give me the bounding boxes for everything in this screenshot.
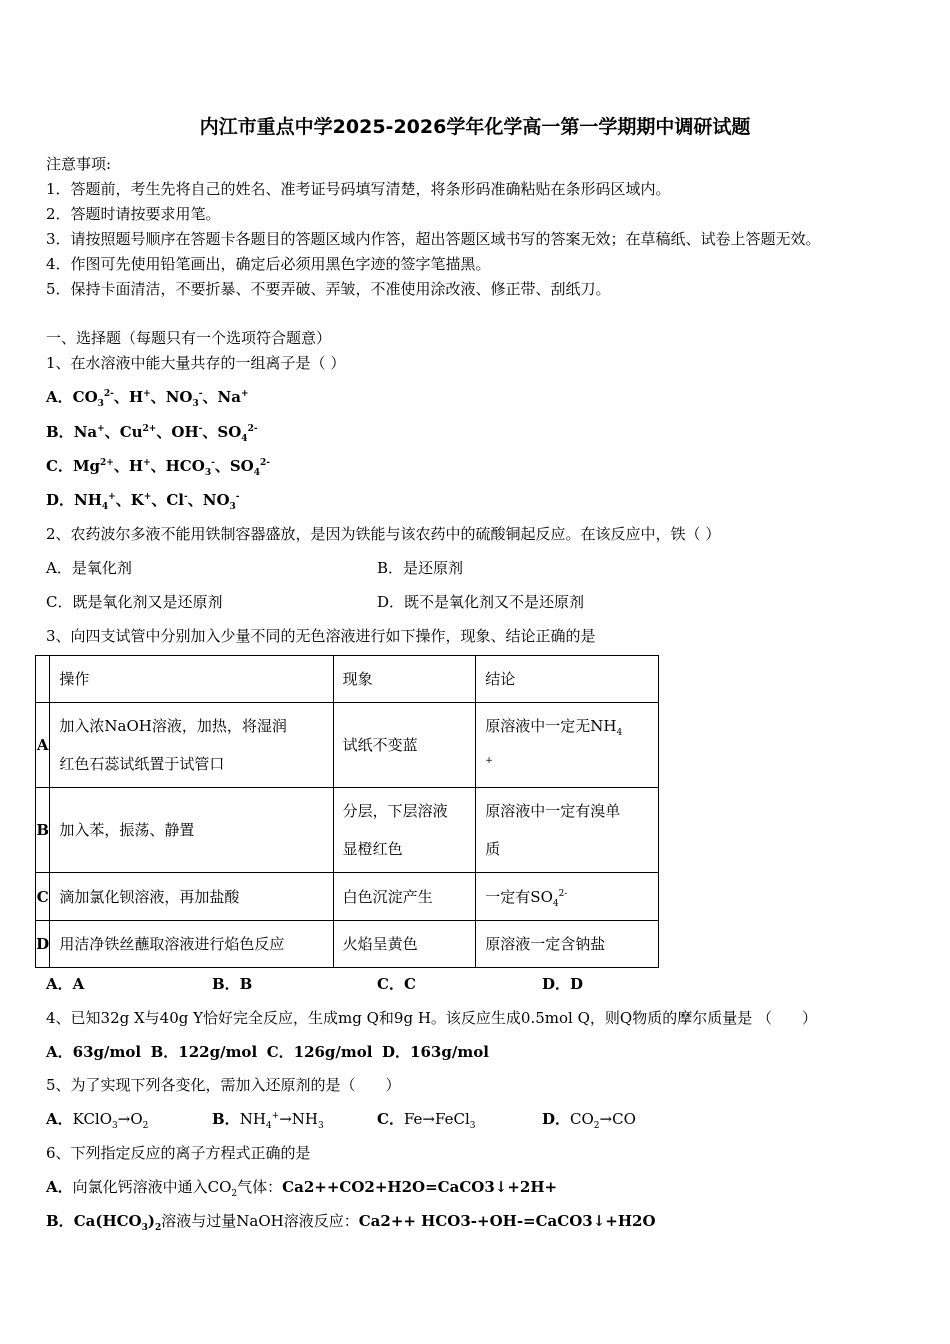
table-cell: 用洁净铁丝蘸取溶液进行焰色反应: [50, 921, 333, 968]
q2-option-d: D．既不是氧化剂又不是还原剂: [377, 593, 585, 611]
table-cell: 试纸不变蓝: [333, 703, 476, 788]
q4-option-b: B．122g/mol: [150, 1043, 258, 1061]
q5-option-c: C．Fe→FeCl$_3$: [377, 1110, 476, 1131]
q1-option-b: B．Na+、$Cu^{2+}$、OH-、$SO_4^{2-}$: [46, 423, 258, 444]
table-cell: 火焰呈黄色: [333, 921, 476, 968]
table-header-row: [36, 656, 659, 703]
table-row: [36, 873, 659, 921]
q2-option-c: C．既是氧化剂又是还原剂: [46, 593, 223, 611]
table-row: [36, 703, 659, 788]
notice-item: 2．答题时请按要求用笔。: [46, 205, 221, 223]
q4-option-c: C．126g/mol: [266, 1043, 373, 1061]
q4-options: [46, 1041, 489, 1062]
q1-stem: 1、在水溶液中能大量共存的一组离子是（ ）: [46, 354, 346, 372]
q5-option-b: B．$NH_4^+\to NH_3$: [212, 1110, 324, 1131]
notice-item: 1．答题前，考生先将自己的姓名、准考证号码填写清楚，将条形码准确粘贴在条形码区域内。: [46, 180, 671, 198]
q6-option-a: A．向氯化钙溶液中通入$CO_2$气体：Ca2++CO2+H2O=CaCO3↓+2H+: [46, 1178, 558, 1199]
table-cell: 白色沉淀产生: [333, 873, 476, 921]
q6-option-b: B．$Ca(HCO_3)_2$溶液与过量NaOH溶液反应：Ca2++ HCO3-+OH-=CaCO3↓+H2O: [46, 1212, 656, 1233]
row-label: D: [36, 921, 50, 968]
q3-option-b: B．B: [212, 975, 253, 993]
section-heading: 一、选择题（每题只有一个选项符合题意）: [46, 329, 332, 347]
q3-option-d: D．D: [542, 975, 584, 993]
notice-heading: 注意事项:: [46, 155, 112, 173]
q4-option-a: A．63g/mol: [46, 1043, 142, 1061]
q5-stem: 5、为了实现下列各变化，需加入还原剂的是（ ）: [46, 1076, 401, 1094]
notice-item: 3．请按照题号顺序在答题卡各题目的答题区域内作答，超出答题区域书写的答案无效；在草稿纸、试卷上答题无效。: [46, 230, 821, 248]
table-header-cell: 结论: [476, 656, 659, 703]
q1-option-c: C．$Mg^{2+}$、H+、$HCO_3^-$、$SO_4^{2-}$: [46, 457, 271, 478]
q6-stem: 6、下列指定反应的离子方程式正确的是: [46, 1144, 311, 1162]
table-header-cell: 现象: [333, 656, 476, 703]
table-cell: 原溶液中一定无$NH_4$ +: [476, 703, 659, 788]
table-cell: 原溶液中一定有溴单 质: [476, 788, 659, 873]
q5-option-a: A．$KClO_3\to O_2$: [46, 1110, 149, 1131]
page-title: 内江市重点中学2025-2026学年化学高一第一学期期中调研试题: [199, 116, 751, 138]
notice-item: 5．保持卡面清洁，不要折暴、不要弄破、弄皱，不准使用涂改液、修正带、刮纸刀。: [46, 280, 611, 298]
table-cell: 一定有$SO_4^{2-}$: [476, 873, 659, 921]
row-label: C: [36, 873, 50, 921]
table-header-cell: [36, 656, 50, 703]
q2-stem: 2、农药波尔多液不能用铁制容器盛放，是因为铁能与该农药中的硫酸铜起反应。在该反应中，铁（ ）: [46, 525, 721, 543]
table-row: [36, 921, 659, 968]
q3-table: [35, 655, 659, 968]
q5-option-d: D．$CO_2\to CO$: [542, 1110, 636, 1131]
table-cell: 分层，下层溶液 显橙红色: [333, 788, 476, 873]
table-cell: 加入苯，振荡、静置: [50, 788, 333, 873]
row-label: A: [36, 703, 50, 788]
q2-option-a: A．是氧化剂: [46, 559, 132, 577]
table-cell: 原溶液一定含钠盐: [476, 921, 659, 968]
q2-option-b: B．是还原剂: [377, 559, 464, 577]
row-label: B: [36, 788, 50, 873]
table-header-cell: 操作: [50, 656, 333, 703]
table-cell: 加入浓NaOH溶液，加热，将湿润 红色石蕊试纸置于试管口: [50, 703, 333, 788]
q4-option-d: D．163g/mol: [382, 1043, 489, 1061]
q1-option-a: A．$CO_3^{2-}$、H+、$NO_3^-$、Na+: [46, 388, 249, 409]
q3-option-c: C．C: [377, 975, 416, 993]
table-row: [36, 788, 659, 873]
q3-option-a: A．A: [46, 975, 85, 993]
table-cell: 滴加氯化钡溶液，再加盐酸: [50, 873, 333, 921]
q3-stem: 3、向四支试管中分别加入少量不同的无色溶液进行如下操作，现象、结论正确的是: [46, 627, 596, 645]
notice-item: 4．作图可先使用铅笔画出，确定后必须用黑色字迹的签字笔描黑。: [46, 255, 491, 273]
q4-stem: 4、已知32g X与40g Y恰好完全反应，生成mg Q和9g H。该反应生成0.5mol Q，则Q物质的摩尔质量是 （ ）: [46, 1009, 817, 1027]
q1-option-d: D．$NH_4^+$、K+、Cl-、$NO_3^-$: [46, 491, 240, 512]
